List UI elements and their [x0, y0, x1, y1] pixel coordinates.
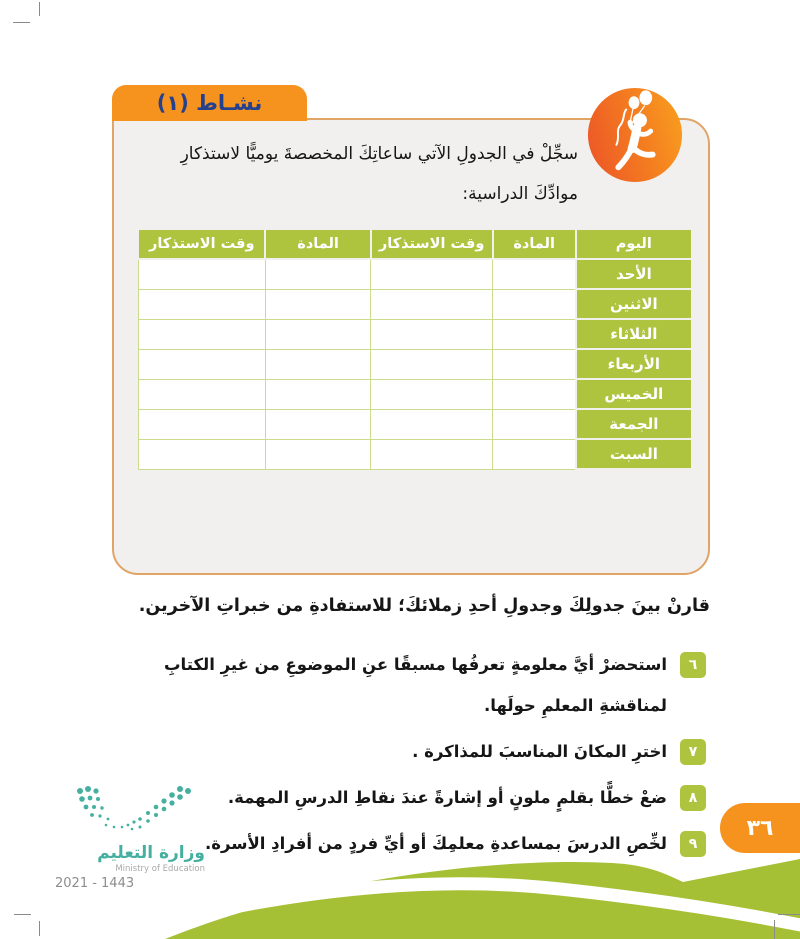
empty-schedule-cell[interactable] — [265, 379, 370, 409]
empty-schedule-cell[interactable] — [138, 259, 265, 289]
activity-tab — [112, 85, 307, 121]
crop-mark — [774, 920, 775, 939]
schedule-row — [138, 349, 692, 379]
empty-schedule-cell[interactable] — [493, 289, 576, 319]
ministry-name-english: Ministry of Education — [115, 864, 205, 874]
page-number-tab — [720, 803, 800, 853]
empty-schedule-cell[interactable] — [138, 439, 265, 469]
activity-tab-label: نشـاط (١) — [156, 91, 263, 115]
empty-schedule-cell[interactable] — [265, 259, 370, 289]
tip-text: ضعْ خطًّا بقلمٍ ملونٍ أو إشارةً عندَ نقاطِ الدرسِ المهمة. — [227, 788, 667, 807]
schedule-header-cell: وقت الاستذكار — [138, 229, 265, 259]
schedule-row — [138, 439, 692, 469]
day-cell: السبت — [576, 439, 692, 469]
empty-schedule-cell[interactable] — [493, 319, 576, 349]
empty-schedule-cell[interactable] — [138, 319, 265, 349]
tip-item — [58, 644, 706, 726]
tip-number-badge: ٧ — [680, 739, 706, 765]
schedule-row — [138, 409, 692, 439]
schedule-row — [138, 259, 692, 289]
empty-schedule-cell[interactable] — [493, 439, 576, 469]
empty-schedule-cell[interactable] — [371, 409, 493, 439]
empty-schedule-cell[interactable] — [371, 319, 493, 349]
empty-schedule-cell[interactable] — [371, 349, 493, 379]
tip-number-badge: ٦ — [680, 652, 706, 678]
ministry-logo — [55, 783, 205, 891]
empty-schedule-cell[interactable] — [265, 439, 370, 469]
schedule-header-cell: اليوم — [576, 229, 692, 259]
schedule-row — [138, 379, 692, 409]
empty-schedule-cell[interactable] — [138, 409, 265, 439]
tip-number-badge: ٨ — [680, 785, 706, 811]
tip-text: استحضرْ أيَّ معلومةٍ تعرفُها مسبقًا عنِ الموضوعِ من غيرِ الكتابِ لمناقشةِ المعلمِ حولَها. — [163, 655, 667, 715]
empty-schedule-cell[interactable] — [265, 319, 370, 349]
empty-schedule-cell[interactable] — [371, 289, 493, 319]
study-schedule-table — [137, 228, 693, 470]
empty-schedule-cell[interactable] — [371, 439, 493, 469]
empty-schedule-cell[interactable] — [371, 259, 493, 289]
schedule-row — [138, 289, 692, 319]
empty-schedule-cell[interactable] — [138, 289, 265, 319]
tip-number-badge: ٩ — [680, 831, 706, 857]
tip-item — [58, 731, 706, 772]
tip-text: اخترِ المكانَ المناسبَ للمذاكرة . — [412, 742, 667, 761]
day-cell: الثلاثاء — [576, 319, 692, 349]
crop-mark — [778, 914, 800, 915]
day-cell: الأحد — [576, 259, 692, 289]
day-cell: الاثنين — [576, 289, 692, 319]
dancing-child-icon — [586, 86, 684, 184]
empty-schedule-cell[interactable] — [371, 379, 493, 409]
day-cell: الخميس — [576, 379, 692, 409]
schedule-header-cell: وقت الاستذكار — [371, 229, 493, 259]
tip-text: لخِّصِ الدرسَ بمساعدةِ معلمِكَ أو أيِّ فردٍ من أفرادِ الأسرة. — [205, 834, 667, 853]
empty-schedule-cell[interactable] — [138, 379, 265, 409]
ministry-name-arabic: وزارة التعليم — [97, 843, 205, 863]
page-number: ٣٦ — [746, 815, 774, 841]
crop-mark — [39, 2, 40, 16]
crop-mark — [13, 22, 30, 23]
day-cell: الجمعة — [576, 409, 692, 439]
edition-years: 2021 - 1443 — [55, 876, 135, 891]
empty-schedule-cell[interactable] — [493, 379, 576, 409]
empty-schedule-cell[interactable] — [265, 289, 370, 319]
empty-schedule-cell[interactable] — [138, 349, 265, 379]
empty-schedule-cell[interactable] — [493, 349, 576, 379]
empty-schedule-cell[interactable] — [493, 409, 576, 439]
ministry-dots-emblem — [55, 783, 195, 839]
compare-note: قارنْ بينَ جدولِكَ وجدولِ أحدِ زملائكَ؛ للاستفادةِ من خبراتِ الآخرين. — [138, 596, 710, 616]
empty-schedule-cell[interactable] — [265, 409, 370, 439]
schedule-row — [138, 319, 692, 349]
empty-schedule-cell[interactable] — [265, 349, 370, 379]
activity-instruction: سجِّلْ في الجدولِ الآتي ساعاتِكَ المخصصةَ يوميًّا لاستذكارِ موادِّكَ الدراسية: — [180, 144, 578, 204]
activity-panel — [112, 118, 710, 575]
schedule-header-row — [138, 229, 692, 259]
schedule-header-cell: المادة — [493, 229, 576, 259]
empty-schedule-cell[interactable] — [493, 259, 576, 289]
schedule-header-cell: المادة — [265, 229, 370, 259]
day-cell: الأربعاء — [576, 349, 692, 379]
